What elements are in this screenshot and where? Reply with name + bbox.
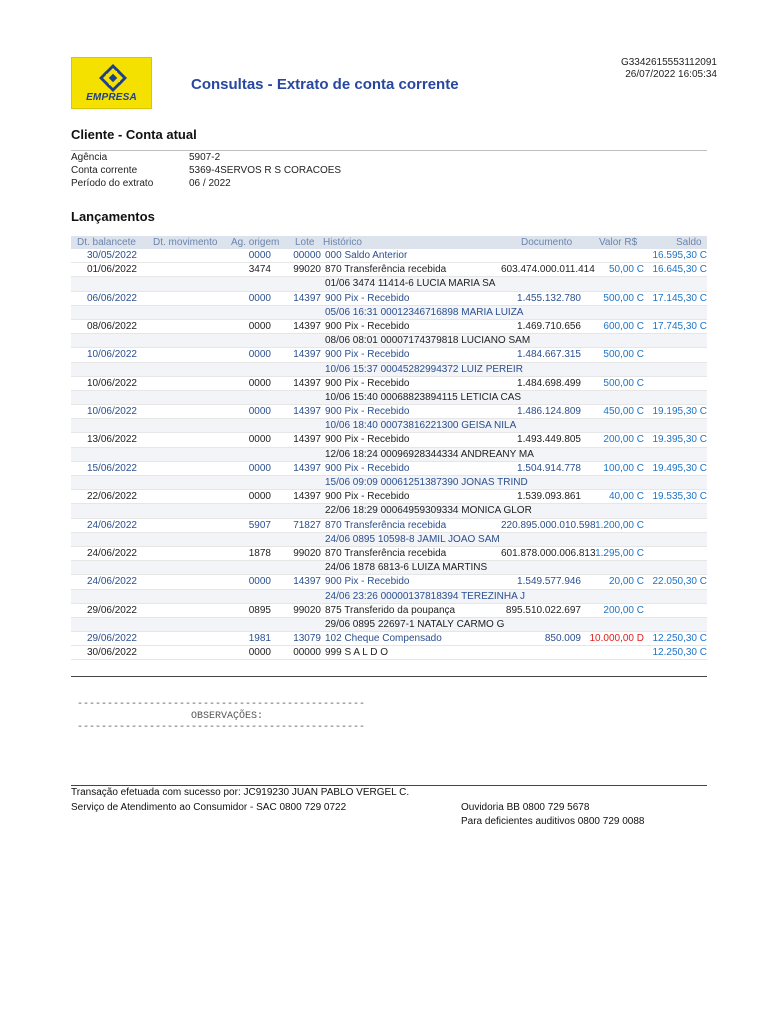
table-bottom-divider [71, 676, 707, 677]
cell-lote: 14397 [293, 320, 321, 332]
cell-ag-origem: 0000 [248, 491, 271, 503]
cell-detail: 24/06 1878 6813-6 LUIZA MARTINS [325, 562, 488, 574]
table-row [71, 547, 707, 561]
table-row-detail [71, 590, 707, 604]
table-header [71, 236, 707, 249]
bb-empresa-logo [71, 57, 152, 109]
table-row-detail [71, 476, 707, 490]
cell-historico: 900 Pix - Recebido [325, 576, 410, 588]
cell-detail: 10/06 18:40 00073816221300 GEISA NILA [325, 420, 517, 432]
table-row-detail [71, 277, 707, 291]
cell-documento: 601.878.000.006.813 [501, 547, 596, 559]
field-value: 5369-4SERVOS R S CORACOES [189, 165, 342, 176]
cell-dt-balancete: 15/06/2022 [86, 462, 137, 474]
cell-detail: 29/06 0895 22697-1 NATALY CARMO G [325, 618, 505, 630]
cell-valor: 50,00 C [608, 264, 644, 276]
cell-ag-origem: 0000 [248, 647, 271, 659]
cell-lote: 14397 [293, 491, 321, 503]
table-row [71, 263, 707, 277]
cell-dt-balancete: 10/06/2022 [86, 349, 137, 361]
cell-dt-balancete: 10/06/2022 [86, 406, 137, 418]
table-row [71, 348, 707, 362]
cell-lote: 00000 [293, 647, 321, 659]
cell-valor: 10.000,00 D [589, 633, 644, 645]
table-row [71, 405, 707, 419]
table-row-detail [71, 306, 707, 320]
cell-dt-balancete: 08/06/2022 [86, 320, 137, 332]
table-row-detail [71, 504, 707, 518]
cell-saldo: 17.145,30 C [652, 292, 707, 304]
col-ag-origem: Ag. origem [231, 237, 280, 248]
cell-valor: 500,00 C [603, 377, 644, 389]
bb-logo-icon [98, 63, 128, 93]
footer-ouvidoria: Ouvidoria BB 0800 729 5678 [461, 802, 590, 813]
cell-dt-balancete: 10/06/2022 [86, 377, 137, 389]
table-row-detail [71, 448, 707, 462]
cell-lote: 14397 [293, 349, 321, 361]
cell-detail: 05/06 16:31 00012346716898 MARIA LUIZA [325, 306, 524, 318]
cell-saldo: 19.195,30 C [652, 406, 707, 418]
cell-historico: 870 Transferência recebida [325, 519, 447, 531]
field-value: 5907-2 [189, 152, 221, 163]
cell-ag-origem: 0000 [248, 377, 271, 389]
cell-dt-balancete: 29/06/2022 [86, 633, 137, 645]
cell-ag-origem: 5907 [248, 519, 271, 531]
cell-documento: 1.486.124.809 [517, 406, 581, 418]
cell-lote: 71827 [293, 519, 321, 531]
table-row [71, 490, 707, 504]
cell-valor: 450,00 C [603, 406, 644, 418]
lancamentos-table [71, 236, 707, 660]
cell-documento: 603.474.000.011.414 [501, 264, 595, 276]
cell-historico: 900 Pix - Recebido [325, 320, 410, 332]
cell-lote: 14397 [293, 292, 321, 304]
cell-dt-balancete: 13/06/2022 [86, 434, 137, 446]
col-lote: Lote [295, 237, 315, 248]
cell-dt-balancete: 24/06/2022 [86, 547, 137, 559]
cell-historico: 900 Pix - Recebido [325, 434, 410, 446]
cell-historico: 870 Transferência recebida [325, 547, 447, 559]
cell-valor: 600,00 C [603, 320, 644, 332]
field-label: Agência [71, 152, 108, 163]
cell-dt-balancete: 30/05/2022 [86, 250, 137, 261]
cell-lote: 14397 [293, 377, 321, 389]
cell-lote: 00000 [293, 250, 321, 261]
cell-documento: 1.539.093.861 [517, 491, 581, 503]
cell-dt-balancete: 29/06/2022 [86, 604, 137, 616]
table-row [71, 575, 707, 589]
table-row [71, 462, 707, 476]
table-row-detail [71, 391, 707, 405]
cell-historico: 900 Pix - Recebido [325, 462, 410, 474]
observacoes-bottom-rule: ------------------------------------------------ [77, 722, 366, 733]
cell-ag-origem: 0000 [248, 292, 271, 304]
cell-documento: 1.549.577.946 [517, 576, 581, 588]
col-valor: Valor R$ [599, 237, 638, 248]
cell-historico: 900 Pix - Recebido [325, 292, 410, 304]
cell-ag-origem: 0000 [248, 349, 271, 361]
cell-detail: 08/06 08:01 00007174379818 LUCIANO SAM [325, 335, 531, 347]
observacoes-label: OBSERVAÇÕES: [191, 711, 264, 722]
cell-ag-origem: 0000 [248, 250, 271, 261]
cell-valor: 1.200,00 C [595, 519, 644, 531]
cell-detail: 12/06 18:24 00096928344334 ANDREANY MA [325, 448, 534, 460]
table-row-detail [71, 533, 707, 547]
cell-saldo: 12.250,30 C [652, 647, 707, 659]
cell-detail: 22/06 18:29 00064959309334 MONICA GLOR [325, 505, 532, 517]
cell-lote: 13079 [293, 633, 321, 645]
cell-lote: 99020 [293, 547, 321, 559]
table-row [71, 646, 707, 660]
cell-valor: 20,00 C [608, 576, 644, 588]
cell-detail: 24/06 0895 10598-8 JAMIL JOAO SAM [325, 533, 500, 545]
document-code: G3342615553112091 [620, 57, 717, 68]
cell-ag-origem: 3474 [248, 264, 271, 276]
cell-dt-balancete: 24/06/2022 [86, 519, 137, 531]
table-row [71, 433, 707, 447]
cell-ag-origem: 1981 [248, 633, 271, 645]
cell-lote: 14397 [293, 576, 321, 588]
cell-valor: 200,00 C [603, 434, 644, 446]
col-dt-balancete: Dt. balancete [77, 237, 136, 248]
table-row [71, 292, 707, 306]
cell-documento: 850.009 [544, 633, 581, 645]
cell-ag-origem: 0000 [248, 462, 271, 474]
field-label: Conta corrente [71, 165, 138, 176]
footer-deficientes: Para deficientes auditivos 0800 729 0088 [461, 816, 645, 827]
cell-saldo: 19.535,30 C [652, 491, 707, 503]
brand-label: EMPRESA [86, 92, 137, 103]
cell-saldo: 19.395,30 C [652, 434, 707, 446]
col-documento: Documento [521, 237, 573, 248]
table-row [71, 604, 707, 618]
cell-saldo: 16.595,30 C [652, 250, 707, 261]
cell-lote: 14397 [293, 434, 321, 446]
cell-valor: 100,00 C [603, 462, 644, 474]
table-row-detail [71, 618, 707, 632]
cell-historico: 875 Transferido da poupança [325, 604, 456, 616]
cell-detail: 10/06 15:37 00045282994372 LUIZ PEREIR [325, 363, 523, 375]
table-row [71, 377, 707, 391]
cell-saldo: 16.645,30 C [652, 264, 707, 276]
cell-detail: 15/06 09:09 00061251387390 JONAS TRIND [325, 477, 528, 488]
observacoes-top-rule: ------------------------------------------------ [77, 699, 366, 710]
cell-ag-origem: 0000 [248, 320, 271, 332]
table-row [71, 632, 707, 646]
cell-dt-balancete: 06/06/2022 [86, 292, 137, 304]
lancamentos-section-title: Lançamentos [71, 209, 155, 224]
table-row [71, 519, 707, 533]
client-section-title: Cliente - Conta atual [71, 127, 197, 142]
cell-lote: 14397 [293, 462, 321, 474]
cell-saldo: 12.250,30 C [652, 633, 707, 645]
cell-lote: 99020 [293, 264, 321, 276]
footer-transacao: Transação efetuada com sucesso por: JC919230 JUAN PABLO VERGEL C. [71, 787, 410, 798]
cell-documento: 1.455.132.780 [517, 292, 581, 304]
cell-historico: 900 Pix - Recebido [325, 491, 410, 503]
cell-historico: 870 Transferência recebida [325, 264, 447, 276]
cell-historico: 102 Cheque Compensado [325, 633, 442, 645]
cell-valor: 200,00 C [603, 604, 644, 616]
cell-saldo: 22.050,30 C [652, 576, 707, 588]
cell-ag-origem: 0000 [248, 576, 271, 588]
table-row [71, 320, 707, 334]
cell-valor: 40,00 C [608, 491, 644, 503]
document-meta [621, 57, 717, 81]
cell-documento: 895.510.022.697 [505, 604, 581, 616]
cell-detail: 10/06 15:40 00068823894115 LETICIA CAS [325, 391, 522, 403]
cell-dt-balancete: 01/06/2022 [86, 264, 137, 276]
cell-dt-balancete: 30/06/2022 [86, 647, 137, 659]
cell-documento: 1.504.914.778 [517, 462, 581, 474]
footer-sac: Serviço de Atendimento ao Consumidor - SAC 0800 729 0722 [71, 802, 347, 813]
col-historico: Histórico [323, 237, 362, 248]
col-saldo: Saldo [676, 237, 702, 248]
cell-lote: 14397 [293, 406, 321, 418]
cell-detail: 24/06 23:26 00000137818394 TEREZINHA J [325, 590, 525, 602]
field-value: 06 / 2022 [189, 178, 231, 189]
cell-detail: 01/06 3474 11414-6 LUCIA MARIA SA [325, 278, 496, 290]
cell-historico: 999 S A L D O [325, 647, 389, 659]
cell-documento: 1.469.710.656 [517, 320, 581, 332]
cell-historico: 000 Saldo Anterior [325, 250, 408, 261]
cell-documento: 1.484.698.499 [517, 377, 581, 389]
table-row-detail [71, 334, 707, 348]
cell-lote: 99020 [293, 604, 321, 616]
cell-documento: 220.895.000.010.598 [501, 519, 596, 531]
cell-ag-origem: 1878 [248, 547, 271, 559]
cell-documento: 1.484.667.315 [517, 349, 581, 361]
table-row [71, 249, 707, 263]
field-label: Período do extrato [71, 178, 154, 189]
cell-saldo: 19.495,30 C [652, 462, 707, 474]
col-dt-movimento: Dt. movimento [153, 237, 218, 248]
cell-ag-origem: 0000 [248, 406, 271, 418]
cell-valor: 500,00 C [603, 292, 644, 304]
cell-dt-balancete: 24/06/2022 [86, 576, 137, 588]
table-row-detail [71, 419, 707, 433]
cell-documento: 1.493.449.805 [517, 434, 581, 446]
cell-historico: 900 Pix - Recebido [325, 349, 410, 361]
page-title: Consultas - Extrato de conta corrente [191, 76, 459, 93]
table-body [71, 249, 707, 660]
cell-saldo: 17.745,30 C [652, 320, 707, 332]
table-row-detail [71, 561, 707, 575]
cell-ag-origem: 0895 [248, 604, 271, 616]
cell-valor: 1.295,00 C [595, 547, 644, 559]
cell-dt-balancete: 22/06/2022 [86, 491, 137, 503]
cell-historico: 900 Pix - Recebido [325, 377, 410, 389]
cell-valor: 500,00 C [603, 349, 644, 361]
document-datetime: 26/07/2022 16:05:34 [625, 69, 717, 80]
table-row-detail [71, 363, 707, 377]
cell-ag-origem: 0000 [248, 434, 271, 446]
cell-historico: 900 Pix - Recebido [325, 406, 410, 418]
